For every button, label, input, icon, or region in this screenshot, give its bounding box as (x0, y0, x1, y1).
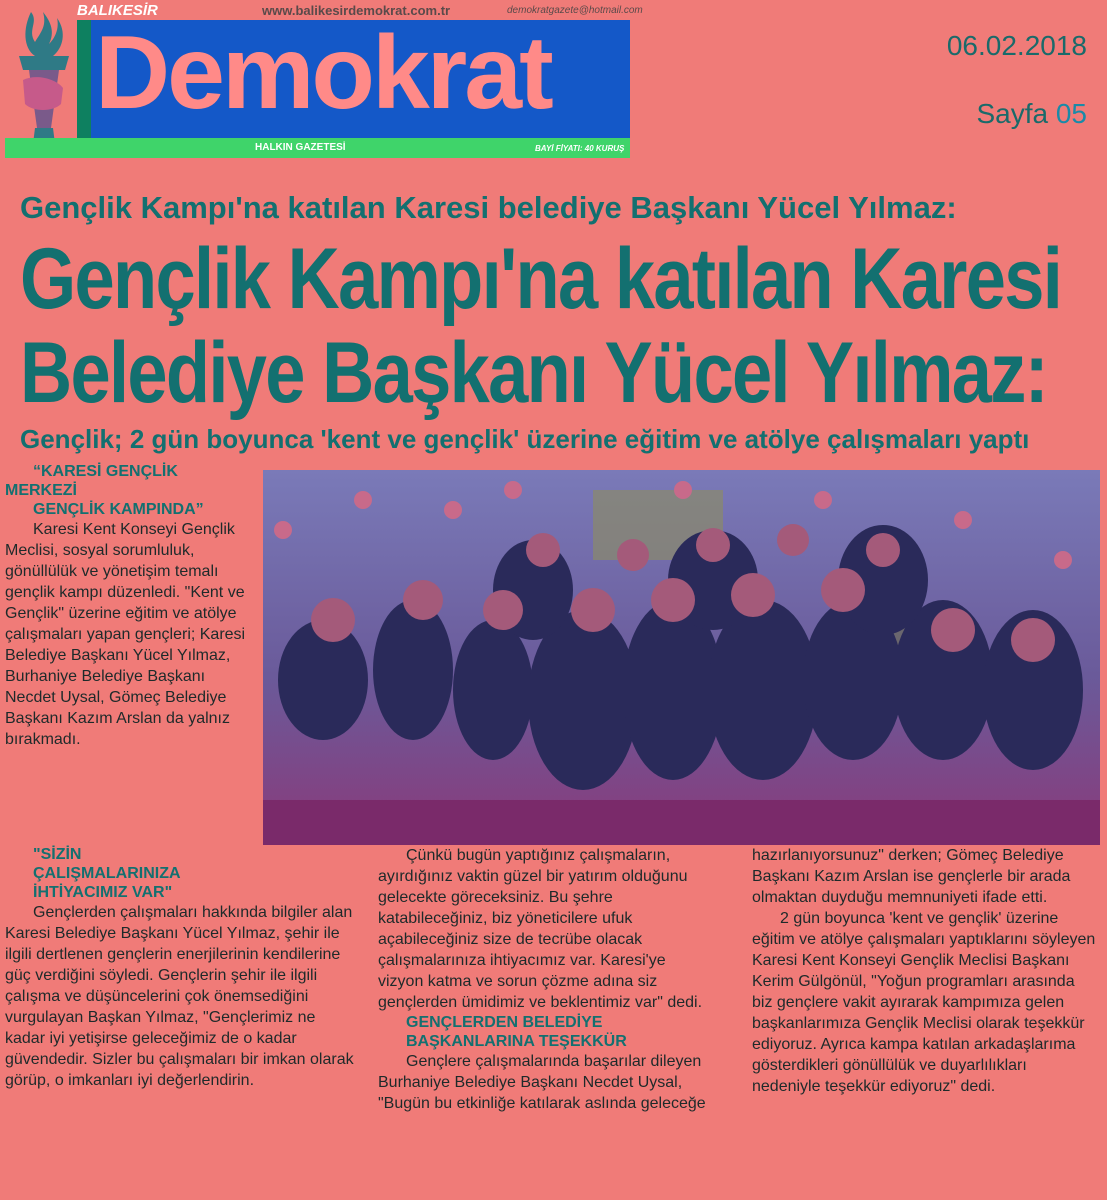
group-photo (263, 470, 1100, 845)
section-heading-karesi-c: GENÇLİK KAMPINDA” (33, 501, 204, 518)
masthead-price: BAYİ FİYATI: 40 KURUŞ (535, 144, 625, 153)
column-3-body-a: hazırlanıyorsunuz" derken; Gömeç Belediye Başkanı Kazım Arslan ise gençlerle bir arada olmaktan duyduğu memnuniyeti ifade etti. (752, 847, 1071, 906)
issue-date: 06.02.2018 (946, 30, 1087, 61)
article-headline (20, 231, 1062, 421)
torch-logo-icon (13, 8, 75, 148)
column-3-body-b: 2 gün boyunca 'kent ve gençlik' üzerine eğitim ve atölye çalışmaları yaptıklarını söyleyen Karesi Kent Konseyi Gençlik Meclisi Başkanı Kerim Gülgönül, "Yoğun programları arasında biz gençlere vakit ayırarak kampımıza gelen başkanlarımıza Gençlik Meclisi olarak teşekkür ediyoruz. Ayrıca kampa katılan arkadaşlarıma gösterdikleri gönüllülük ve duyarlılıkları nedeniyle teşekkür ediyoruz" dedi. (752, 910, 1096, 1095)
column-2 (378, 845, 713, 1114)
masthead-city: BALIKESİR (77, 2, 158, 19)
section-heading-sizin-b: ÇALIŞMALARINIZA (33, 865, 181, 882)
section-heading-sizin-a: "SİZİN (33, 846, 82, 863)
section-heading-tesekkur-b: BAŞKANLARINA TEŞEKKÜR (406, 1033, 627, 1050)
masthead-title-block (77, 15, 630, 138)
masthead-website[interactable]: www.balikesirdemokrat.com.tr (262, 3, 451, 18)
article-kicker: Gençlik Kampı'na katılan Karesi belediye Başkanı Yücel Yılmaz: (20, 190, 957, 225)
section-heading-tesekkur-a: GENÇLERDEN BELEDİYE (406, 1014, 603, 1031)
column-2-body: Çünkü bugün yaptığınız çalışmaların, ayırdığınız vaktin güzel bir yatırım olduğunu gelecekte göreceksiniz. Bu şehre katabileceğiniz, biz yöneticilere ufuk açabileceğiniz size de tecrübe olacak çalışmalarınıza ihtiyacımız var. Karesi'ye vizyon katma ve sorun çözme adına siz gençlerden ümidimiz ve beklentimiz var" dedi. (378, 847, 703, 1011)
column-1-bottom (5, 845, 355, 1091)
section-heading-karesi-a: “KARESİ GENÇLİK (33, 463, 178, 480)
masthead-slogan: HALKIN GAZETESİ (255, 142, 346, 153)
page-number (976, 98, 1087, 130)
section-body-tesekkur: Gençlere çalışmalarında başarılar dileyen Burhaniye Belediye Başkanı Necdet Uysal, "Bugün bu etkinliğe katılarak aslında geleceğe (378, 1053, 706, 1112)
page-label: Sayfa (976, 98, 1049, 129)
section-body-karesi: Karesi Kent Konseyi Gençlik Meclisi, sosyal sorumluluk, gönüllülük ve yönetişim temalı gençlik kampı düzenledi. "Kent ve Gençlik" üzerine eğitim ve atölye çalışmaları yapan gençleri; Karesi Belediye Başkanı Yücel Yılmaz, Burhaniye Belediye Başkanı Necdet Uysal, Gömeç Belediye Başkanı Kazım Arslan da yalnız bırakmadı. (5, 521, 246, 748)
section-body-sizin: Gençlerden çalışmaları hakkında bilgiler alan Karesi Belediye Başkanı Yücel Yılmaz, şehir ile ilgili dertlenen gençlerin enerjilerinin kendilerine güç verdiğini söyledi. Gençlerin şehir ile ilgili çalışma ve düşüncelerini çok önemsediğini vurgulayan Başkan Yılmaz, "Gençlerimiz ne kadar iyi yetişirse geleceğimiz de o kadar güvendedir. Sizler bu çalışmaları bir imkan olarak görüp, o imkanları iyi değerlendirin. (5, 904, 354, 1089)
masthead-email[interactable]: demokratgazete@hotmail.com (507, 5, 643, 16)
column-3 (752, 845, 1097, 1097)
headline-line-1: Gençlik Kampı'na katılan Karesi (20, 231, 1062, 327)
article-subhead: Gençlik; 2 gün boyunca 'kent ve gençlik' üzerine eğitim ve atölye çalışmaları yaptı (20, 424, 1030, 454)
section-heading-karesi-b: MERKEZİ (5, 482, 77, 499)
headline-line-2: Belediye Başkanı Yücel Yılmaz: (20, 325, 1048, 421)
masthead-title: Demokrat (95, 15, 551, 131)
page-number-value: 05 (1055, 98, 1087, 129)
column-1-top (5, 462, 255, 750)
newspaper-masthead (5, 0, 643, 158)
section-heading-sizin-c: İHTİYACIMIZ VAR" (33, 884, 173, 901)
masthead-accent-bar (77, 20, 91, 138)
